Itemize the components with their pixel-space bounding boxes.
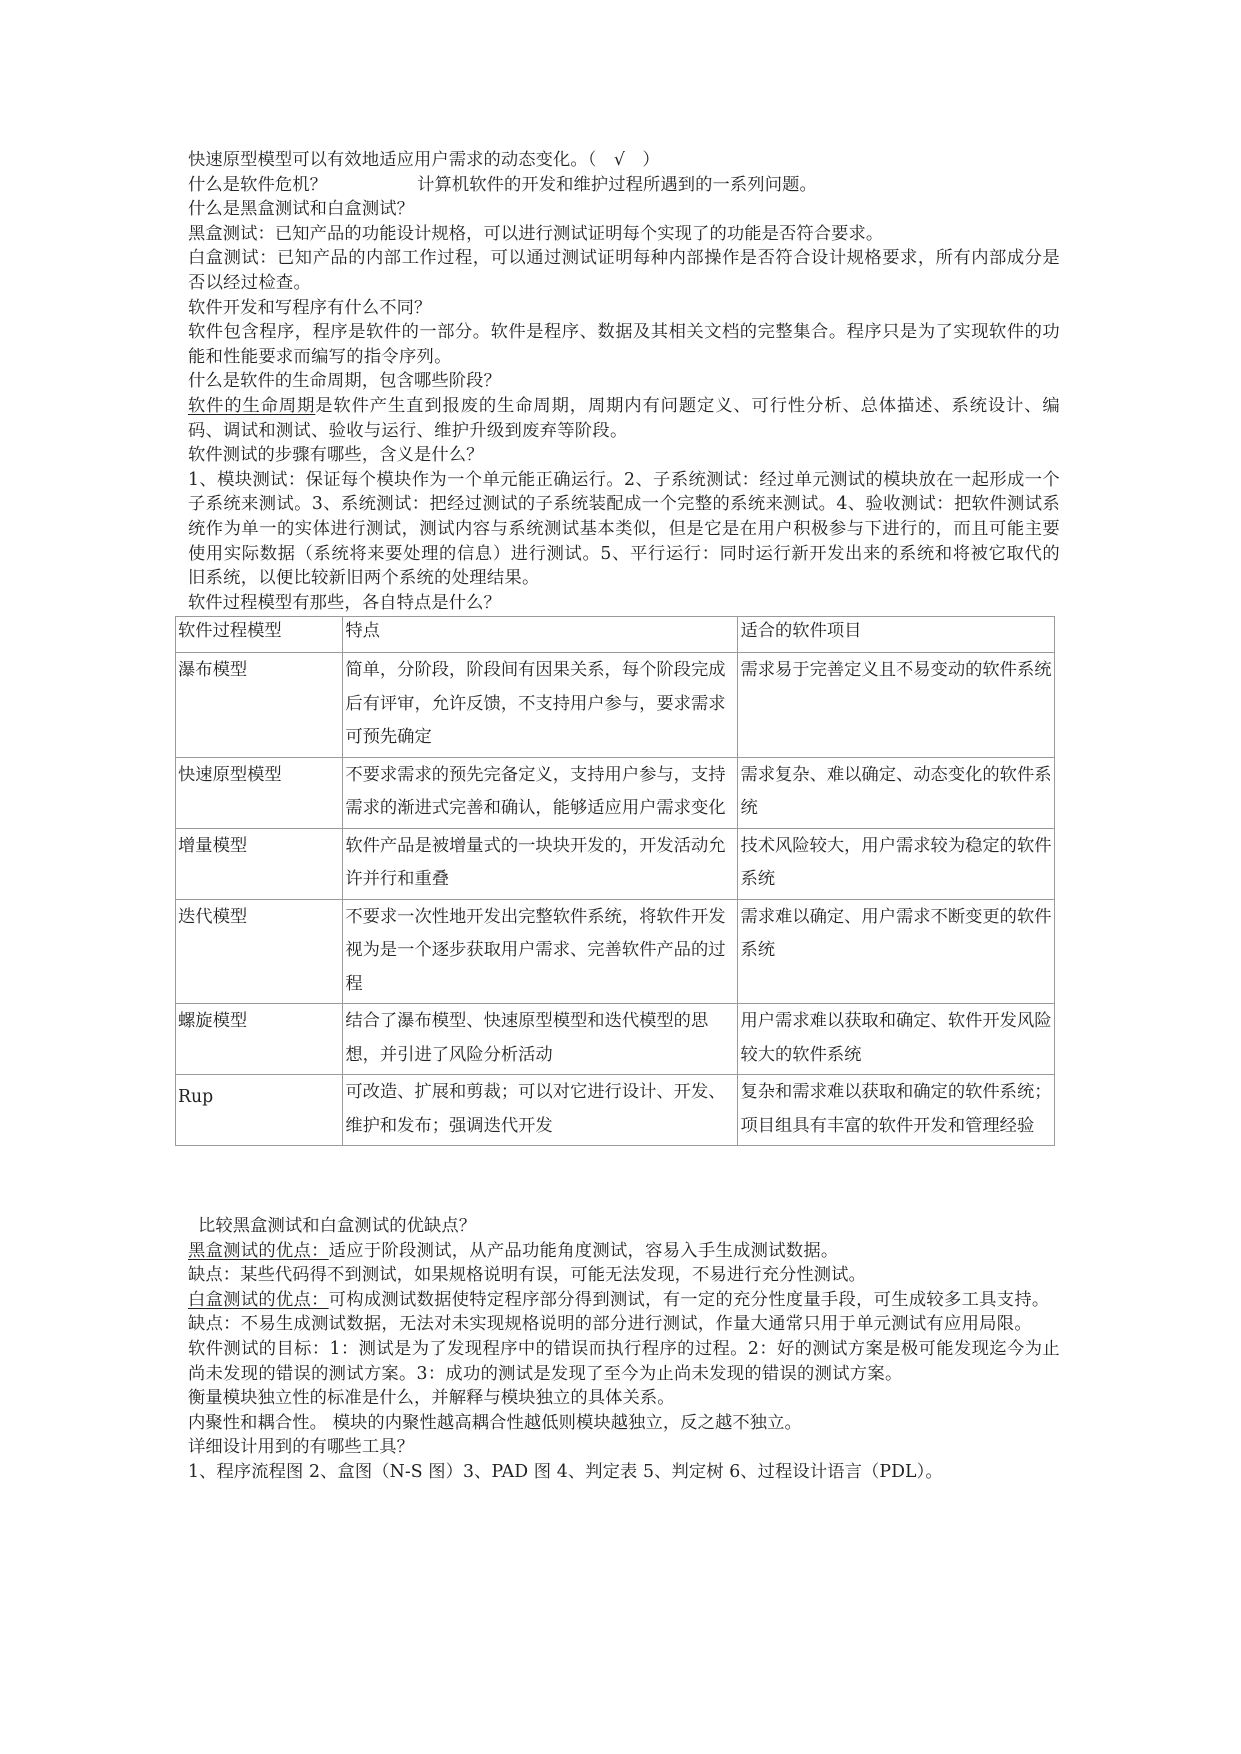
white-box-disadvantages: 缺点：不易生成测试数据，无法对未实现规格说明的部分进行测试，作量大通常只用于单元测试有应用局限。 [188,1314,1032,1335]
project-cell: 需求易于完善定义且不易变动的软件系统 [738,653,1055,758]
model-cell: 迭代模型 [176,899,343,1004]
lifecycle-term: 软件的生命周期 [188,395,316,416]
white-box-definition: 白盒测试：已知产品的内部工作过程，可以通过测试证明每种内部操作是否符合设计规格要求，所有内部成分是否以经过检查。 [188,248,1060,293]
intro-section [188,148,1060,615]
question-test-steps: 软件测试的步骤有哪些，含义是什么？ [188,445,484,466]
software-crisis-line [188,173,1060,198]
answer-dev-vs-program: 软件包含程序，程序是软件的一部分。软件是程序、数据及其相关文档的完整集合。程序只是为了实现软件的功能和性能要求而编写的指令序列。 [188,322,1060,367]
model-cell: 增量模型 [176,828,343,899]
feature-cell: 软件产品是被增量式的一块块开发的，开发活动允许并行和重叠 [343,828,738,899]
table-row [176,899,1055,1004]
black-box-adv-text: 适应于阶段测试，从产品功能角度测试，容易入手生成测试数据。 [328,1240,839,1261]
white-box-adv-text: 可构成测试数据使特定程序部分得到测试，有一定的充分性度量手段，可生成较多工具支持。 [328,1289,1050,1310]
question-box-testing: 什么是黑盒测试和白盒测试？ [188,199,414,220]
project-cell: 需求难以确定、用户需求不断变更的软件系统 [738,899,1055,1004]
question-dev-vs-program: 软件开发和写程序有什么不同？ [188,297,432,318]
table-row [176,1004,1055,1075]
model-cell: 螺旋模型 [176,1004,343,1075]
answer-design-tools: 1、程序流程图 2、盒图（N-S 图）3、PAD 图 4、判定表 5、判定树 6、过程设计语言（PDL）。 [188,1461,943,1482]
model-cell: Rup [176,1075,343,1146]
header-project: 适合的软件项目 [738,617,1055,653]
lifecycle-text: 是软件产生直到报废的生命周期，周期内有问题定义、可行性分析、总体描述、系统设计、编码、调试和测试、验收与运行、维护升级到废弃等阶段。 [188,395,1060,441]
black-box-disadvantages: 缺点：某些代码得不到测试，如果规格说明有误，可能无法发现，不易进行充分性测试。 [188,1265,866,1286]
project-cell: 需求复杂、难以确定、动态变化的软件系统 [738,757,1055,828]
black-box-advantages [188,1239,1060,1264]
feature-cell: 不要求一次性地开发出完整软件系统，将软件开发视为是一个逐步获取用户需求、完善软件产品的过程 [343,899,738,1004]
table-header-row [176,617,1055,653]
feature-cell: 可改造、扩展和剪裁；可以对它进行设计、开发、维护和发布；强调迭代开发 [343,1075,738,1146]
feature-cell: 不要求需求的预先完备定义，支持用户参与，支持需求的渐进式完善和确认，能够适应用户需求变化 [343,757,738,828]
header-model: 软件过程模型 [176,617,343,653]
white-box-advantages [188,1288,1060,1313]
answer-lifecycle [188,394,1060,443]
process-model-table [175,616,1055,1146]
table-row [176,1075,1055,1146]
model-cell: 瀑布模型 [176,653,343,758]
black-box-adv-label: 黑盒测试的优点： [188,1240,329,1261]
question-compare: 比较黑盒测试和白盒测试的优缺点？ [198,1216,477,1236]
feature-cell: 简单，分阶段，阶段间有因果关系，每个阶段完成后有评审，允许反馈，不支持用户参与，要求需求可预先确定 [343,653,738,758]
software-crisis-answer: 计算机软件的开发和维护过程所遇到的一系列问题。 [417,174,817,195]
question-design-tools: 详细设计用到的有哪些工具？ [188,1437,414,1458]
outro-section [188,1214,1060,1485]
white-box-adv-label: 白盒测试的优点： [188,1289,329,1310]
project-cell: 用户需求难以获取和确定、软件开发风险较大的软件系统 [738,1004,1055,1075]
software-crisis-question: 什么是软件危机？ [188,174,328,195]
black-box-definition: 黑盒测试：已知产品的功能设计规格，可以进行测试证明每个实现了的功能是否符合要求。 [188,223,884,244]
feature-cell: 结合了瀑布模型、快速原型模型和迭代模型的思想，并引进了风险分析活动 [343,1004,738,1075]
project-cell: 技术风险较大，用户需求较为稳定的软件系统 [738,828,1055,899]
table-row [176,828,1055,899]
testing-goal: 软件测试的目标：1：测试是为了发现程序中的错误而执行程序的过程。2：好的测试方案是极可能发现迄今为止尚未发现的错误的测试方案。3：成功的测试是发现了至今为止尚未发现的错误的测试方案。 [188,1338,1060,1384]
table-row [176,653,1055,758]
answer-module-independence: 内聚性和耦合性。 模块的内聚性越高耦合性越低则模块越独立，反之越不独立。 [188,1412,802,1433]
header-feature: 特点 [343,617,738,653]
answer-test-steps: 1、模块测试：保证每个模块作为一个单元能正确运行。2、子系统测试：经过单元测试的模块放在一起形成一个子系统来测试。3、系统测试：把经过测试的子系统装配成一个完整的系统来测试。4、验收测试：把软件测试系统作为单一的实体进行测试，测试内容与系统测试基本类似，但是它是在用户积极参与下进行的，而且可能主要使用实际数据（系统将来要处理的信息）进行测试。5、平行运行：同时运行新开发出来的系统和将被它取代的旧系统，以便比较新旧两个系统的处理结果。 [188,469,1060,589]
table-row [176,757,1055,828]
project-cell: 复杂和需求难以获取和确定的软件系统；项目组具有丰富的软件开发和管理经验 [738,1075,1055,1146]
question-process-models: 软件过程模型有那些，各自特点是什么？ [188,592,501,613]
model-cell: 快速原型模型 [176,757,343,828]
question-module-independence: 衡量模块独立性的标准是什么，并解释与模块独立的具体关系。 [188,1388,675,1409]
question-lifecycle: 什么是软件的生命周期，包含哪些阶段？ [188,371,501,392]
statement-line: 快速原型模型可以有效地适应用户需求的动态变化。（ √ ） [188,150,660,170]
